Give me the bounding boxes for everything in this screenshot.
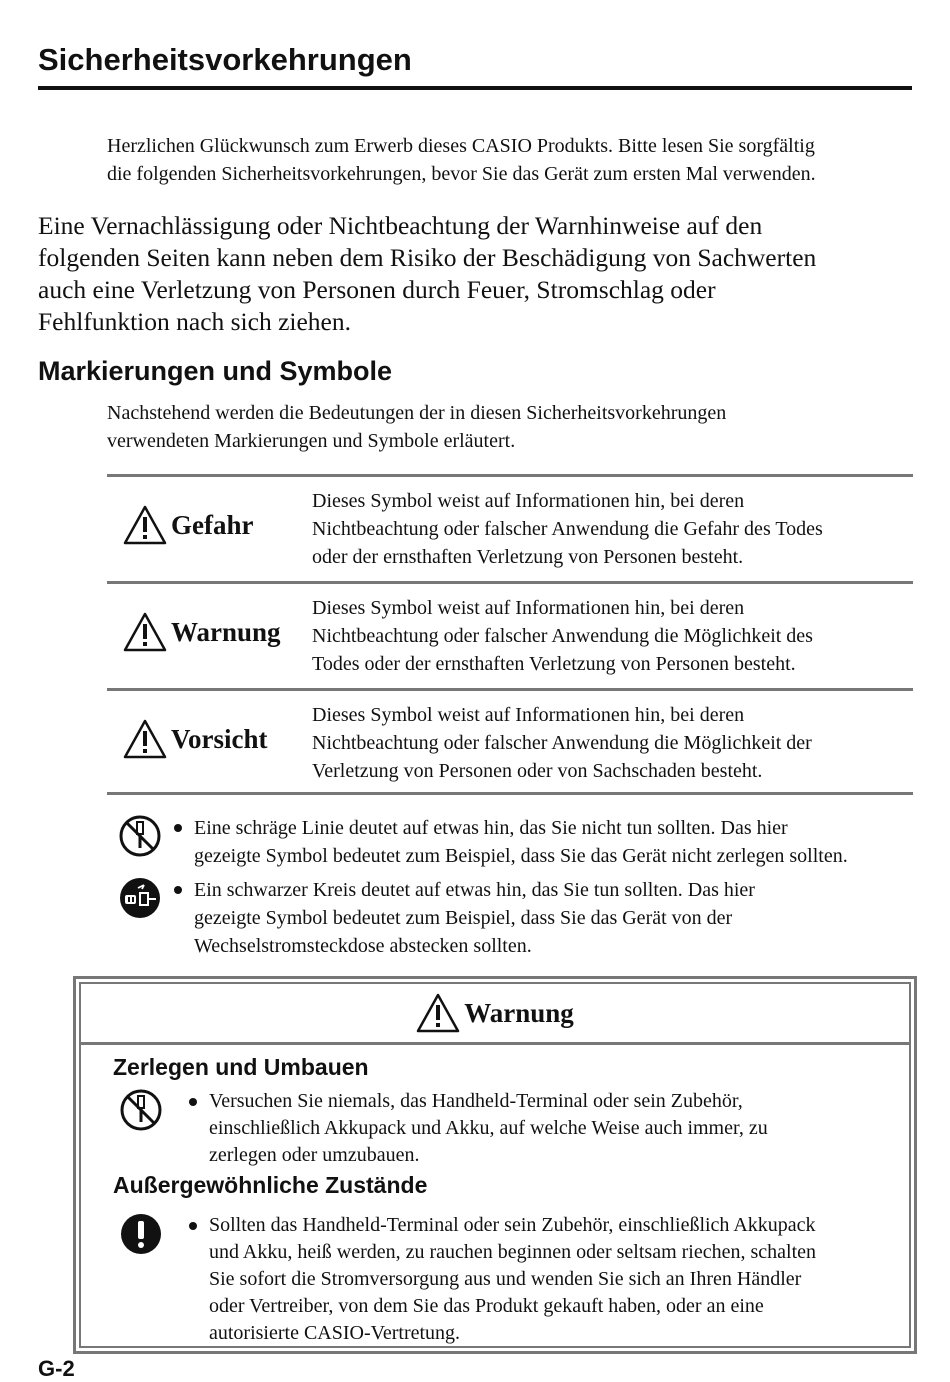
warning-triangle-icon	[416, 993, 460, 1033]
page-title: Sicherheitsvorkehrungen	[38, 42, 412, 77]
warning-box-header	[81, 984, 909, 1045]
warning-box	[73, 976, 917, 1354]
symbol-description-line: Nichtbeachtung oder falscher Anwendung die Möglichkeit des	[312, 625, 813, 647]
icon-note-line: gezeigte Symbol bedeutet zum Beispiel, dass Sie das Gerät nicht zerlegen sollten.	[194, 845, 848, 867]
bullet	[174, 886, 182, 894]
symbol-row-vorsicht	[107, 688, 913, 795]
warning-item-line: Sie sofort die Stromversorgung aus und wenden Sie sich an Ihren Händler	[209, 1268, 802, 1290]
no-disassembly-icon	[119, 1088, 163, 1132]
title-divider	[38, 86, 912, 90]
section-description	[107, 399, 907, 455]
icon-note-text	[194, 814, 924, 870]
symbol-label-gefahr	[123, 505, 253, 545]
symbol-description	[312, 594, 912, 678]
bullet	[189, 1098, 197, 1106]
icon-note-line: Eine schräge Linie deutet auf etwas hin, das Sie nicht tun sollten. Das hier	[194, 817, 788, 839]
symbol-description	[312, 487, 912, 571]
subheading-zerlegen: Zerlegen und Umbauen	[113, 1054, 369, 1080]
warning-paragraph	[38, 210, 918, 338]
section-description-line: Nachstehend werden die Bedeutungen der in diesen Sicherheitsvorkehrungen	[107, 402, 727, 424]
icon-note-text	[194, 876, 924, 960]
warning-item-line: Sollten das Handheld-Terminal oder sein Zubehör, einschließlich Akkupack	[209, 1214, 816, 1236]
symbol-description-line: Dieses Symbol weist auf Informationen hin, bei deren	[312, 490, 745, 512]
subheading-zustaende: Außergewöhnliche Zustände	[113, 1172, 428, 1198]
icon-note-line: gezeigte Symbol bedeutet zum Beispiel, dass Sie das Gerät von der	[194, 907, 733, 929]
symbols-table	[107, 474, 913, 795]
symbol-description-line: oder der ernsthaften Verletzung von Personen besteht.	[312, 546, 744, 568]
symbol-label-vorsicht	[123, 719, 268, 759]
symbol-label-text: Gefahr	[171, 509, 254, 540]
warning-item-text	[209, 1088, 919, 1169]
symbol-label-warnung	[123, 612, 281, 652]
warning-item-line: Versuchen Sie niemals, das Handheld-Terminal oder sein Zubehör,	[209, 1090, 743, 1112]
warning-item-line: autorisierte CASIO-Vertretung.	[209, 1322, 461, 1344]
warning-paragraph-line: folgenden Seiten kann neben dem Risiko der Beschädigung von Sachwerten	[38, 243, 817, 272]
symbol-description-line: Dieses Symbol weist auf Informationen hin, bei deren	[312, 597, 745, 619]
warning-box-title: Warnung	[464, 997, 574, 1028]
intro-line: Herzlichen Glückwunsch zum Erwerb dieses CASIO Produkts. Bitte lesen Sie sorgfältig	[107, 135, 815, 157]
symbol-description	[312, 701, 912, 785]
bullet	[174, 824, 182, 832]
unplug-icon	[118, 876, 162, 920]
warning-item-text	[209, 1212, 919, 1347]
symbol-label-text: Warnung	[171, 616, 281, 647]
no-disassembly-icon	[118, 814, 162, 858]
icon-note-prohibition	[118, 814, 918, 870]
symbol-description-line: Todes oder der ernsthaften Verletzung von Personen besteht.	[312, 653, 796, 675]
warning-item-line: zerlegen oder umzubauen.	[209, 1144, 420, 1166]
intro-line: die folgenden Sicherheitsvorkehrungen, bevor Sie das Gerät zum ersten Mal verwenden.	[107, 163, 816, 185]
warning-item-zustaende	[119, 1212, 919, 1352]
symbol-description-line: Dieses Symbol weist auf Informationen hin, bei deren	[312, 704, 745, 726]
warning-triangle-icon	[123, 505, 167, 545]
warning-triangle-icon	[123, 612, 167, 652]
warning-item-line: oder Vertreiber, von dem Sie das Produkt gekauft haben, oder an eine	[209, 1295, 764, 1317]
warning-paragraph-line: Fehlfunktion nach sich ziehen.	[38, 307, 351, 336]
symbol-row-gefahr	[107, 474, 913, 581]
warning-triangle-icon	[123, 719, 167, 759]
section-description-line: verwendeten Markierungen und Symbole erläutert.	[107, 430, 516, 452]
symbol-description-line: Nichtbeachtung oder falscher Anwendung die Möglichkeit der	[312, 732, 812, 754]
warning-paragraph-line: auch eine Verletzung von Personen durch Feuer, Stromschlag oder	[38, 275, 716, 304]
exclamation-circle-icon	[119, 1212, 163, 1256]
warning-item-line: und Akku, heiß werden, zu rauchen beginnen oder seltsam riechen, schalten	[209, 1241, 817, 1263]
icon-note-line: Wechselstromsteckdose abstecken sollten.	[194, 935, 532, 957]
icon-note-mandatory	[118, 876, 918, 960]
section-heading-markings: Markierungen und Symbole	[38, 356, 393, 386]
warning-paragraph-line: Eine Vernachlässigung oder Nichtbeachtung der Warnhinweise auf den	[38, 211, 763, 240]
page-number: G-2	[38, 1356, 75, 1381]
symbol-description-line: Nichtbeachtung oder falscher Anwendung die Gefahr des Todes	[312, 518, 823, 540]
symbol-description-line: Verletzung von Personen oder von Sachschaden besteht.	[312, 760, 763, 782]
intro-paragraph	[107, 132, 917, 188]
symbol-row-warnung	[107, 581, 913, 688]
symbol-label-text: Vorsicht	[171, 723, 268, 754]
icon-note-line: Ein schwarzer Kreis deutet auf etwas hin, das Sie tun sollten. Das hier	[194, 879, 755, 901]
warning-item-line: einschließlich Akkupack und Akku, auf welche Weise auch immer, zu	[209, 1117, 768, 1139]
bullet	[189, 1222, 197, 1230]
warning-box-inner	[79, 982, 911, 1348]
warning-item-zerlegen	[119, 1088, 919, 1172]
